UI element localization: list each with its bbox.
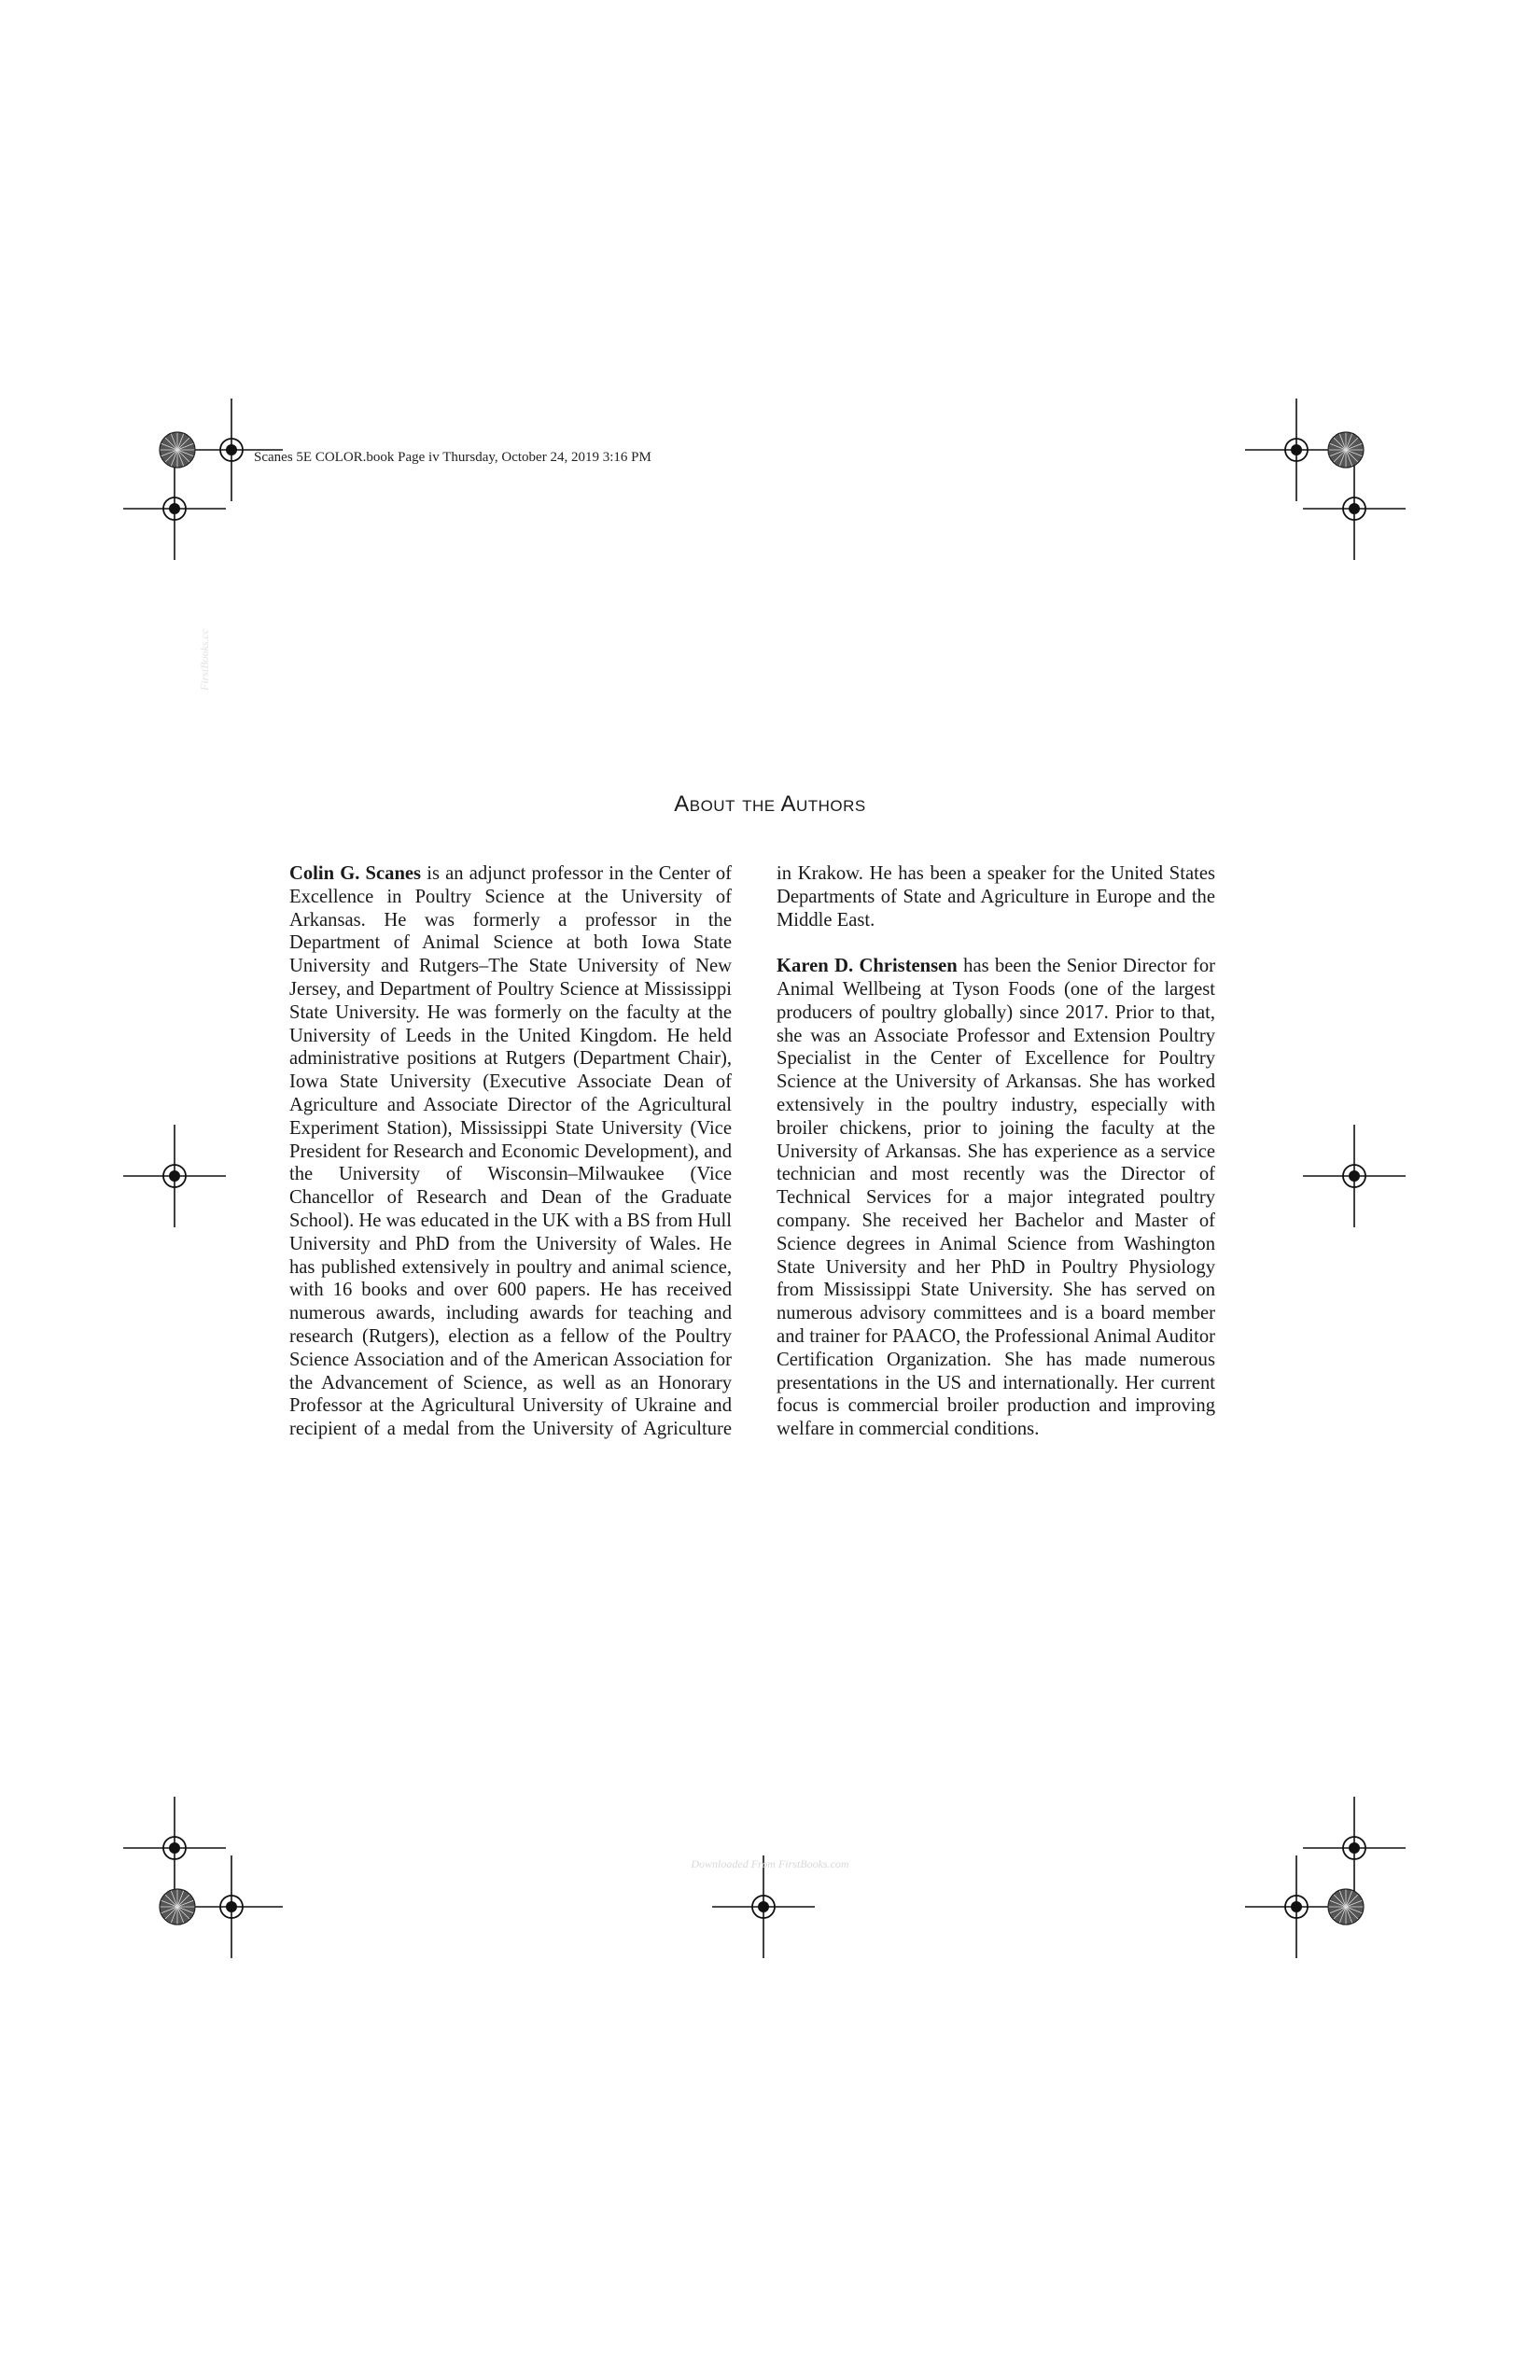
author-bio-continued: in Krakow. He has been a speaker for the United States Departments of State and Agriculture in Europe and the Middle East. xyxy=(777,863,1215,931)
star-target-icon xyxy=(1327,431,1365,469)
registration-mark-icon xyxy=(1303,457,1406,560)
registration-mark-icon xyxy=(1303,1797,1406,1899)
right-column xyxy=(777,862,1215,1464)
star-target-icon xyxy=(1327,1888,1365,1925)
author-name: Karen D. Christensen xyxy=(777,956,958,977)
left-column xyxy=(289,862,732,1464)
registration-mark-icon xyxy=(1303,1125,1406,1227)
slug-line: Scanes 5E COLOR.book Page iv Thursday, October 24, 2019 3:16 PM xyxy=(254,450,651,465)
registration-mark-icon xyxy=(123,457,226,560)
author-bio xyxy=(289,862,732,1441)
author-name: Colin G. Scanes xyxy=(289,863,422,884)
registration-mark-icon xyxy=(123,1125,226,1227)
author-bio-text: is an adjunct professor in the Center of Excellence in Poultry Science at the University of Arkansas. He was formerly a professor in the Department of Animal Science at both Iowa State University and Rutgers–The State University of New Jersey, and Department of Poultry Science at Mississippi State University. He was formerly on the faculty at the University of Leeds in the United Kingdom. He held administrative positions at Rutgers (Department Chair), Iowa State University (Executive Associate Dean of Agriculture and Associate Director of the Agricultural Experiment Station), Mississippi State University (Vice President for Research and Economic Development), and the University of Wisconsin–Milwaukee (Vice Chancellor of Research and Dean of the Graduate School). He was educated in the UK with a BS from Hull University and PhD from the University of Wales. He has published extensively in poultry and animal science, with 16 books and over 600 papers. He has received numerous awards, including awards for teaching and research (Rutgers), election as a fellow of the Poultry Science Association and of the American Association for the Advancement of Science, as well as an Honorary Professor at the Agricultural University of Ukraine and recipient of a medal from the University of Agriculture xyxy=(289,863,732,1440)
author-bio-text: has been the Senior Director for Animal Wellbeing at Tyson Foods (one of the largest producers of poultry globally) since 2017. Prior to that, she was an Associate Professor and Extension Poultry Specialist in the Center of Excellence for Poultry Science at the University of Arkansas. She has worked extensively in the poultry industry, especially with broiler chickens, prior to joining the faculty at the University of Arkansas. She has experience as a service technician and most recently was the Director of Technical Services for a major integrated poultry company. She received her Bachelor and Master of Science degrees in Animal Science from Washington State University and her PhD in Poultry Physiology from Mississippi State University. She has served on numerous advisory committees and is a board member and trainer for PAACO, the Professional Animal Auditor Certification Organization. She has made numerous presentations in the US and internationally. Her current focus is commercial broiler production and improving welfare in commercial conditions. xyxy=(777,956,1215,1440)
watermark-side: FirstBooks.cc xyxy=(198,628,211,691)
star-target-icon xyxy=(159,1888,196,1925)
watermark-bottom: Downloaded From FirstBooks.com xyxy=(691,1857,849,1870)
star-target-icon xyxy=(159,431,196,469)
page-heading: About the Authors xyxy=(674,791,866,817)
author-bio xyxy=(777,955,1215,1441)
